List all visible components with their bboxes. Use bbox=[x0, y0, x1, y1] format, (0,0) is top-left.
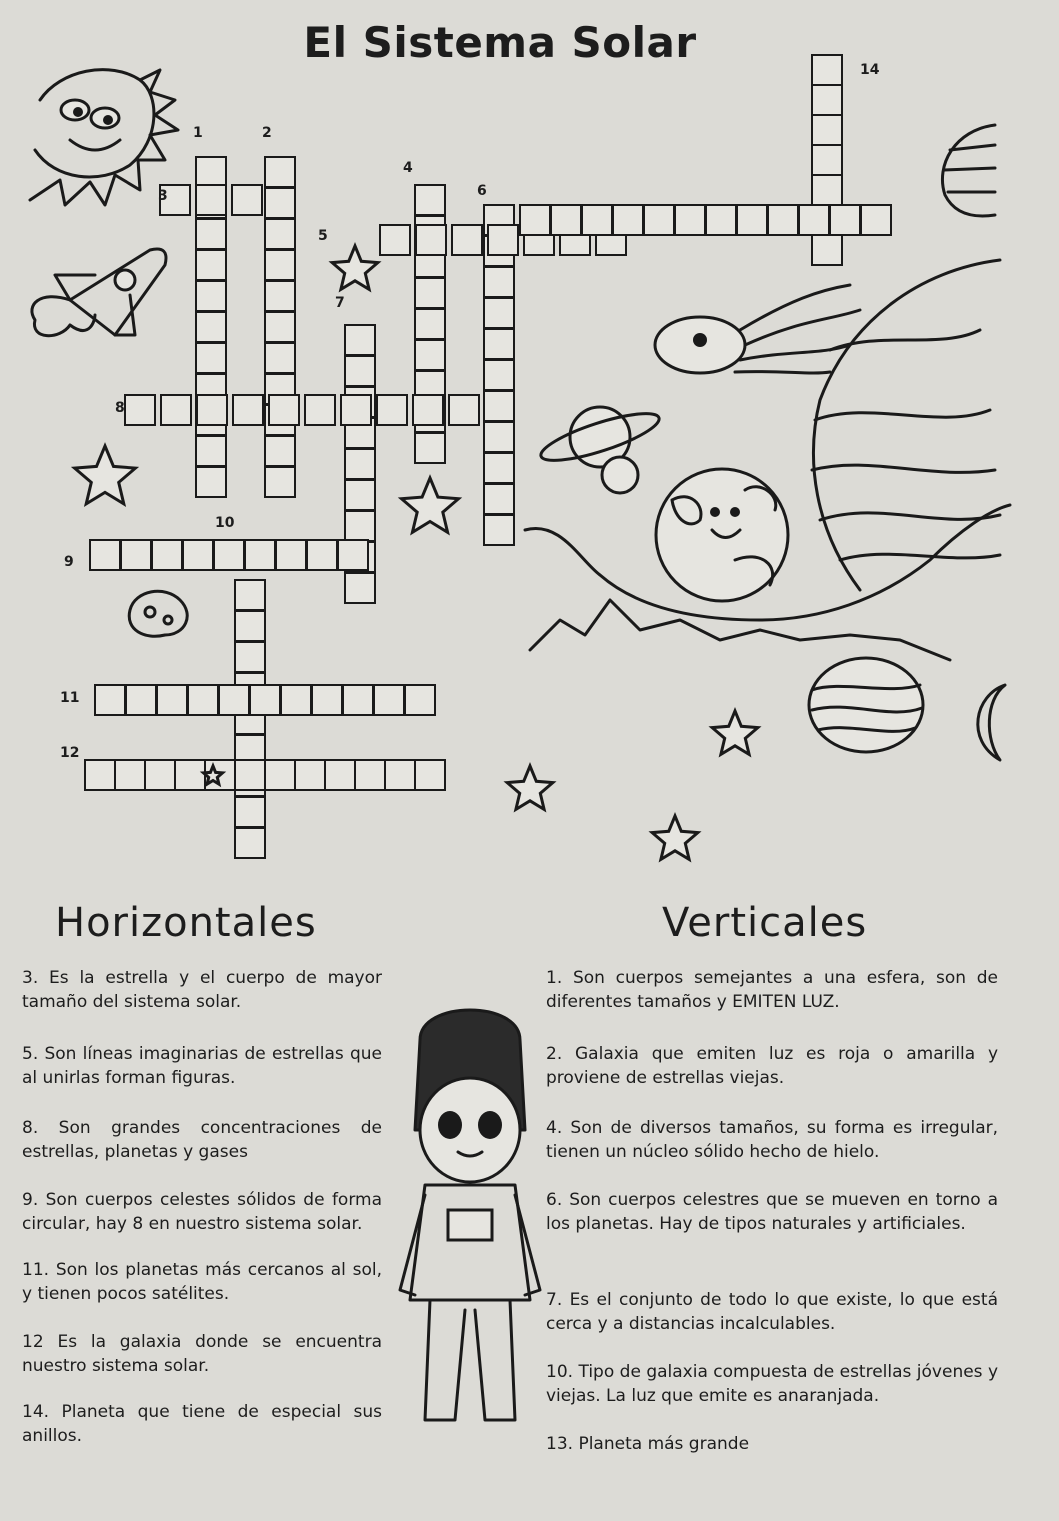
rocket-icon bbox=[32, 249, 166, 336]
crossword-cell[interactable] bbox=[582, 205, 612, 235]
crossword-cell[interactable] bbox=[90, 540, 120, 570]
crossword-cell[interactable] bbox=[235, 611, 265, 641]
crossword-cell[interactable] bbox=[197, 395, 227, 425]
crossword-cell[interactable] bbox=[484, 329, 514, 359]
crossword-cell[interactable] bbox=[235, 580, 265, 610]
crossword-cell[interactable] bbox=[644, 205, 674, 235]
clue-vertical-13: 13. Planeta más grande bbox=[546, 1434, 750, 1454]
crossword-cell[interactable] bbox=[305, 395, 335, 425]
crossword-cell[interactable] bbox=[126, 685, 156, 715]
crossword-cell[interactable] bbox=[484, 267, 514, 297]
crossword-cell[interactable] bbox=[265, 250, 295, 280]
crossword-cell[interactable] bbox=[175, 760, 205, 790]
crossword-cell[interactable] bbox=[415, 278, 445, 308]
crossword-cell[interactable] bbox=[235, 828, 265, 858]
crossword-cell[interactable] bbox=[281, 685, 311, 715]
crossword-cell[interactable] bbox=[85, 760, 115, 790]
crossword-cell[interactable] bbox=[115, 760, 145, 790]
star-icon bbox=[332, 246, 378, 289]
astronaut-icon bbox=[400, 1010, 540, 1420]
clue-horizontal-9: 9. Son cuerpos celestes sólidos de forma circular, hay 8 en nuestro sistema solar. bbox=[22, 1190, 382, 1234]
crossword-cell[interactable] bbox=[145, 760, 175, 790]
crossword-cell[interactable] bbox=[413, 395, 443, 425]
crossword-cell[interactable] bbox=[152, 540, 182, 570]
clue-horizontal-5: 5. Son líneas imaginarias de estrellas que al unirlas forman figuras. bbox=[22, 1044, 382, 1088]
crossword-cell[interactable] bbox=[341, 395, 371, 425]
clue-number-14: 14 bbox=[860, 62, 880, 78]
crossword-cell[interactable] bbox=[675, 205, 705, 235]
crossword-cell[interactable] bbox=[235, 642, 265, 672]
clue-number-1: 1 bbox=[193, 125, 203, 141]
crossword-cell[interactable] bbox=[377, 395, 407, 425]
crossword-cell[interactable] bbox=[345, 449, 375, 479]
crossword-cell[interactable] bbox=[219, 685, 249, 715]
clue-number-7: 7 bbox=[335, 295, 345, 311]
crossword-cell[interactable] bbox=[812, 235, 842, 265]
clue-number-8: 8 bbox=[115, 400, 125, 416]
heading-verticales: Verticales bbox=[662, 900, 868, 946]
clue-vertical-10: 10. Tipo de galaxia compuesta de estrellas jóvenes y viejas. La luz que emite es anaranjada. bbox=[546, 1362, 999, 1406]
clue-vertical-7: 7. Es el conjunto de todo lo que existe, lo que está cerca y a distancias incalculables. bbox=[546, 1290, 998, 1334]
crossword-cell[interactable] bbox=[380, 225, 410, 255]
crossword-cell[interactable] bbox=[196, 219, 226, 249]
crossword-cell[interactable] bbox=[265, 312, 295, 342]
crossword-cell[interactable] bbox=[265, 436, 295, 466]
crossword-cell[interactable] bbox=[405, 685, 435, 715]
clue-number-5: 5 bbox=[318, 228, 328, 244]
asteroid-icon bbox=[129, 591, 187, 636]
crossword-cell[interactable] bbox=[183, 540, 213, 570]
crossword-cell[interactable] bbox=[265, 219, 295, 249]
clue-number-9: 9 bbox=[64, 554, 74, 570]
crossword-cell[interactable] bbox=[235, 760, 265, 790]
crossword-cell[interactable] bbox=[188, 685, 218, 715]
crossword-cell[interactable] bbox=[196, 185, 226, 215]
crossword-cell[interactable] bbox=[125, 395, 155, 425]
clue-number-6: 6 bbox=[477, 183, 487, 199]
crossword-cell[interactable] bbox=[861, 205, 891, 235]
crossword-cell[interactable] bbox=[196, 157, 226, 187]
clue-horizontal-3: 3. Es la estrella y el cuerpo de mayor tamaño del sistema solar. bbox=[22, 968, 383, 1012]
crossword-cell[interactable] bbox=[416, 225, 446, 255]
crossword-cell[interactable] bbox=[484, 453, 514, 483]
clue-number-12: 12 bbox=[60, 745, 80, 761]
crossword-cell[interactable] bbox=[768, 205, 798, 235]
crossword-cell[interactable] bbox=[812, 115, 842, 145]
crossword-cell[interactable] bbox=[737, 205, 767, 235]
crossword-cell[interactable] bbox=[196, 467, 226, 497]
crossword-cell[interactable] bbox=[415, 185, 445, 215]
crossword-cell[interactable] bbox=[196, 250, 226, 280]
heading-horizontales: Horizontales bbox=[55, 900, 317, 946]
crossword-cell[interactable] bbox=[415, 433, 445, 463]
crossword-cell[interactable] bbox=[449, 395, 479, 425]
crossword-cell[interactable] bbox=[295, 760, 325, 790]
crossword-cell[interactable] bbox=[484, 515, 514, 545]
crossword-cell[interactable] bbox=[812, 85, 842, 115]
crossword-cell[interactable] bbox=[276, 540, 306, 570]
planet-striped-icon bbox=[942, 125, 995, 216]
crossword-cell[interactable] bbox=[250, 685, 280, 715]
crossword-cell[interactable] bbox=[812, 145, 842, 175]
crossword-cell[interactable] bbox=[95, 685, 125, 715]
crossword-cell[interactable] bbox=[161, 395, 191, 425]
star-icon bbox=[402, 478, 459, 532]
crossword-cell[interactable] bbox=[484, 484, 514, 514]
crossword-cell[interactable] bbox=[415, 309, 445, 339]
crossword-cell[interactable] bbox=[799, 205, 829, 235]
crossword-cell[interactable] bbox=[233, 395, 263, 425]
moon-icon bbox=[978, 685, 1005, 760]
clue-number-3: 3 bbox=[158, 188, 168, 204]
crossword-cell[interactable] bbox=[196, 436, 226, 466]
crossword-cell[interactable] bbox=[812, 175, 842, 205]
crossword-cell[interactable] bbox=[196, 343, 226, 373]
crossword-grid bbox=[85, 55, 891, 858]
crossword-cell[interactable] bbox=[706, 205, 736, 235]
crossword-cell[interactable] bbox=[812, 55, 842, 85]
clue-number-4: 4 bbox=[403, 160, 413, 176]
crossword-cell[interactable] bbox=[265, 281, 295, 311]
crossword-cell[interactable] bbox=[265, 188, 295, 218]
star-icon bbox=[712, 711, 758, 754]
crossword-cell[interactable] bbox=[265, 157, 295, 187]
crossword-cell[interactable] bbox=[196, 312, 226, 342]
clue-number-10: 10 bbox=[215, 515, 235, 531]
crossword-cell[interactable] bbox=[245, 540, 275, 570]
crossword-cell[interactable] bbox=[214, 540, 244, 570]
clue-vertical-4: 4. Son de diversos tamaños, su forma es irregular, tienen un núcleo sólido hecho de hielo. bbox=[546, 1118, 999, 1162]
crossword-cell[interactable] bbox=[520, 205, 550, 235]
earth-icon bbox=[656, 469, 788, 601]
crossword-cell[interactable] bbox=[374, 685, 404, 715]
crossword-cell[interactable] bbox=[269, 395, 299, 425]
clue-horizontal-12: 12 Es la galaxia donde se encuentra nuestro sistema solar. bbox=[22, 1332, 382, 1376]
star-icon bbox=[75, 446, 136, 504]
crossword-cell[interactable] bbox=[265, 343, 295, 373]
crossword-cell[interactable] bbox=[157, 685, 187, 715]
jupiter-icon bbox=[812, 260, 1000, 590]
crossword-cell[interactable] bbox=[307, 540, 337, 570]
crossword-cell[interactable] bbox=[232, 185, 262, 215]
crossword-cell[interactable] bbox=[121, 540, 151, 570]
crossword-cell[interactable] bbox=[343, 685, 373, 715]
clue-vertical-1: 1. Son cuerpos semejantes a una esfera, son de diferentes tamaños y EMITEN LUZ. bbox=[546, 968, 998, 1012]
crossword-cell[interactable] bbox=[345, 325, 375, 355]
crossword-cell[interactable] bbox=[488, 225, 518, 255]
crossword-cell[interactable] bbox=[338, 540, 368, 570]
planet-icon bbox=[809, 658, 923, 752]
crossword-cell[interactable] bbox=[265, 760, 295, 790]
crossword-cell[interactable] bbox=[415, 760, 445, 790]
clue-horizontal-8: 8. Son grandes concentraciones de estrellas, planetas y gases bbox=[22, 1118, 382, 1162]
star-icon bbox=[507, 766, 553, 809]
clue-vertical-6: 6. Son cuerpos celestres que se mueven en torno a los planetas. Hay de tipos naturales y artificiales. bbox=[546, 1190, 998, 1234]
clue-number-11: 11 bbox=[60, 690, 80, 706]
star-icon bbox=[652, 816, 698, 859]
crossword-cell[interactable] bbox=[345, 480, 375, 510]
crossword-cell[interactable] bbox=[196, 281, 226, 311]
crossword-cell[interactable] bbox=[551, 205, 581, 235]
crossword-cell[interactable] bbox=[484, 422, 514, 452]
crossword-cell[interactable] bbox=[355, 760, 385, 790]
crossword-cell[interactable] bbox=[484, 391, 514, 421]
clue-horizontal-14: 14. Planeta que tiene de especial sus anillos. bbox=[22, 1402, 382, 1446]
crossword-cell[interactable] bbox=[415, 340, 445, 370]
crossword-cell[interactable] bbox=[613, 205, 643, 235]
clue-horizontal-11: 11. Son los planetas más cercanos al sol, y tienen pocos satélites. bbox=[22, 1260, 382, 1304]
clue-number-2: 2 bbox=[262, 125, 272, 141]
crossword-cell[interactable] bbox=[484, 298, 514, 328]
crossword-cell[interactable] bbox=[345, 356, 375, 386]
page-title: El Sistema Solar bbox=[303, 18, 697, 67]
crossword-cell[interactable] bbox=[452, 225, 482, 255]
crossword-cell[interactable] bbox=[385, 760, 415, 790]
saturn-icon bbox=[537, 405, 664, 493]
comet-icon bbox=[655, 285, 860, 373]
crossword-cell[interactable] bbox=[235, 797, 265, 827]
clue-vertical-2: 2. Galaxia que emiten luz es roja o amarilla y proviene de estrellas viejas. bbox=[546, 1044, 999, 1088]
crossword-cell[interactable] bbox=[312, 685, 342, 715]
crossword-cell[interactable] bbox=[345, 511, 375, 541]
crossword-cell[interactable] bbox=[325, 760, 355, 790]
sun-icon bbox=[30, 70, 178, 205]
crossword-cell[interactable] bbox=[830, 205, 860, 235]
crossword-cell[interactable] bbox=[345, 573, 375, 603]
crossword-cell[interactable] bbox=[265, 467, 295, 497]
crossword-cell[interactable] bbox=[484, 360, 514, 390]
